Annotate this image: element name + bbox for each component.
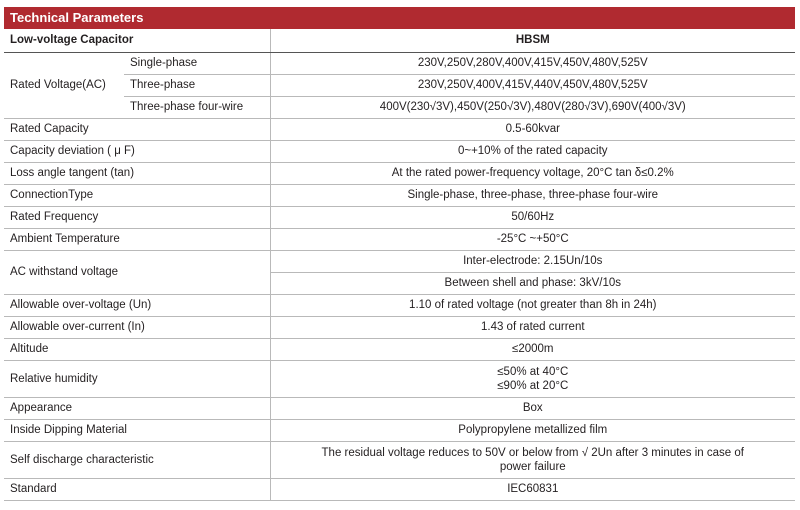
row-value: ≤2000m (270, 338, 795, 360)
row-label: Capacity deviation ( μ F) (4, 140, 270, 162)
row-value (270, 441, 795, 478)
header-model: HBSM (270, 29, 795, 52)
row-sublabel: Three-phase four-wire (124, 96, 270, 118)
table-row (4, 316, 795, 338)
row-value: Inter-electrode: 2.15Un/10s (270, 250, 795, 272)
row-label: Rated Frequency (4, 206, 270, 228)
row-value: Polypropylene metallized film (270, 419, 795, 441)
table-row (4, 228, 795, 250)
table-row (4, 52, 795, 74)
table-row (4, 184, 795, 206)
row-label: ConnectionType (4, 184, 270, 206)
row-value: -25°C ~+50°C (270, 228, 795, 250)
table-row (4, 294, 795, 316)
humidity-line-2: ≤90% at 20°C (497, 379, 569, 392)
row-label: Appearance (4, 397, 270, 419)
row-value: 1.10 of rated voltage (not greater than 8h in 24h) (270, 294, 795, 316)
row-value: 1.43 of rated current (270, 316, 795, 338)
self-discharge-line-1: The residual voltage reduces to 50V or below from √ 2Un after 3 minutes in case of (321, 446, 744, 459)
row-value: Box (270, 397, 795, 419)
row-label: Loss angle tangent (tan) (4, 162, 270, 184)
row-value: 0~+10% of the rated capacity (270, 140, 795, 162)
row-value: 230V,250V,400V,415V,440V,450V,480V,525V (270, 74, 795, 96)
row-value (270, 360, 795, 397)
row-label: Rated Capacity (4, 118, 270, 140)
table-row (4, 250, 795, 272)
section-title: Technical Parameters (4, 7, 795, 29)
table-row (4, 397, 795, 419)
row-label: Inside Dipping Material (4, 419, 270, 441)
row-label: Altitude (4, 338, 270, 360)
table-row (4, 118, 795, 140)
row-value: 0.5-60kvar (270, 118, 795, 140)
row-value: 50/60Hz (270, 206, 795, 228)
row-value: Between shell and phase: 3kV/10s (270, 272, 795, 294)
row-label: Ambient Temperature (4, 228, 270, 250)
table-row (4, 338, 795, 360)
row-label: Self discharge characteristic (4, 441, 270, 478)
header-label: Low-voltage Capacitor (4, 29, 270, 52)
table-row (4, 478, 795, 500)
row-value: 230V,250V,280V,400V,415V,450V,480V,525V (270, 52, 795, 74)
row-label: AC withstand voltage (4, 250, 270, 294)
parameters-table (4, 29, 795, 501)
row-sublabel: Single-phase (124, 52, 270, 74)
humidity-line-1: ≤50% at 40°C (497, 365, 569, 378)
table-row (4, 360, 795, 397)
table-row (4, 419, 795, 441)
technical-parameters-panel (4, 7, 795, 501)
row-label: Relative humidity (4, 360, 270, 397)
row-sublabel: Three-phase (124, 74, 270, 96)
row-value: Single-phase, three-phase, three-phase four-wire (270, 184, 795, 206)
row-value: At the rated power-frequency voltage, 20°C tan δ≤0.2% (270, 162, 795, 184)
row-label: Allowable over-voltage (Un) (4, 294, 270, 316)
row-value: 400V(230√3V),450V(250√3V),480V(280√3V),690V(400√3V) (270, 96, 795, 118)
table-row (4, 140, 795, 162)
table-row (4, 162, 795, 184)
row-value: IEC60831 (270, 478, 795, 500)
table-header-row (4, 29, 795, 52)
table-row (4, 441, 795, 478)
self-discharge-line-2: power failure (499, 460, 566, 473)
row-label: Allowable over-current (In) (4, 316, 270, 338)
row-label: Standard (4, 478, 270, 500)
row-label: Rated Voltage(AC) (4, 52, 124, 118)
table-row (4, 206, 795, 228)
